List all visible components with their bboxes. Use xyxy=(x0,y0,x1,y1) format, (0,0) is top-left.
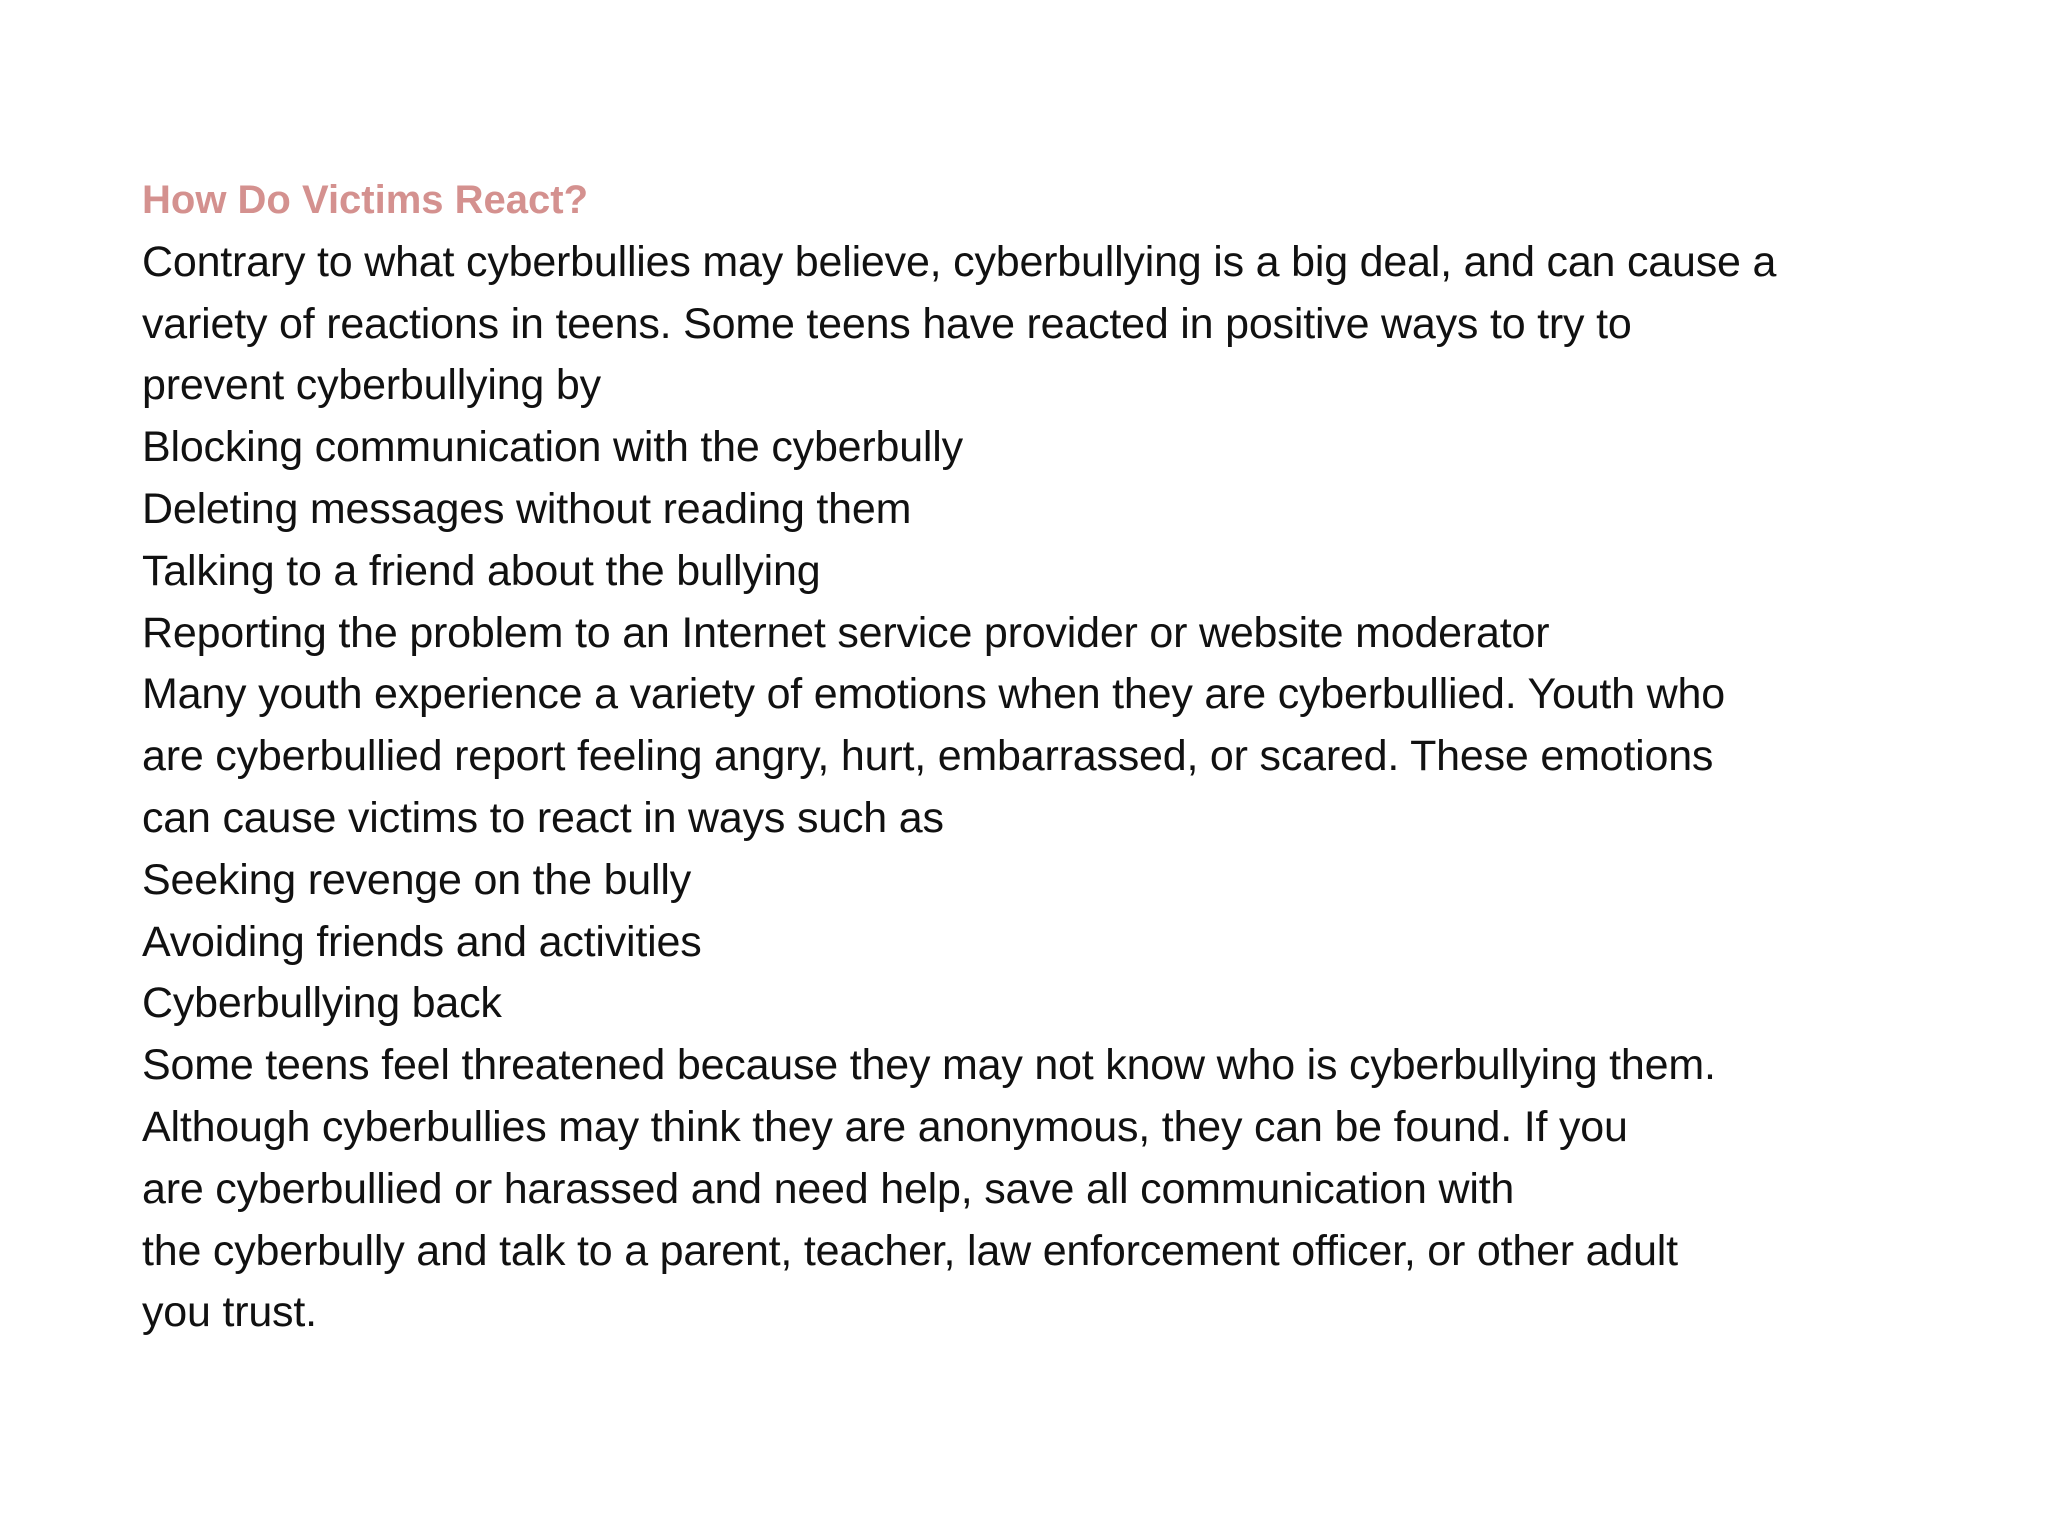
body-line: Contrary to what cyberbullies may believe, cyberbullying is a big deal, and can cause a xyxy=(142,237,1777,286)
slide-content xyxy=(142,170,1942,1344)
body-line: Some teens feel threatened because they may not know who is cyberbullying them. xyxy=(142,1041,1716,1090)
body-line: variety of reactions in teens. Some teens have reacted in positive ways to try to xyxy=(142,299,1632,348)
body-line: Reporting the problem to an Internet service provider or website moderator xyxy=(142,608,1550,657)
body-line: Deleting messages without reading them xyxy=(142,484,912,533)
body-line: the cyberbully and talk to a parent, teacher, law enforcement officer, or other adult xyxy=(142,1226,1678,1275)
body-line: Although cyberbullies may think they are anonymous, they can be found. If you xyxy=(142,1102,1628,1151)
body-text xyxy=(142,232,1942,1344)
body-line: are cyberbullied or harassed and need help, save all communication with xyxy=(142,1164,1515,1213)
body-line: Talking to a friend about the bullying xyxy=(142,546,821,595)
body-line: prevent cyberbullying by xyxy=(142,361,601,410)
body-line: Cyberbullying back xyxy=(142,979,502,1028)
body-line: Seeking revenge on the bully xyxy=(142,855,692,904)
slide-heading: How Do Victims React? xyxy=(142,178,589,222)
body-line: you trust. xyxy=(142,1288,317,1337)
body-line: can cause victims to react in ways such as xyxy=(142,793,944,842)
body-line: Many youth experience a variety of emotions when they are cyberbullied. Youth who xyxy=(142,670,1725,719)
body-line: Blocking communication with the cyberbully xyxy=(142,423,963,472)
body-line: Avoiding friends and activities xyxy=(142,917,702,966)
body-line: are cyberbullied report feeling angry, hurt, embarrassed, or scared. These emotions xyxy=(142,732,1714,781)
